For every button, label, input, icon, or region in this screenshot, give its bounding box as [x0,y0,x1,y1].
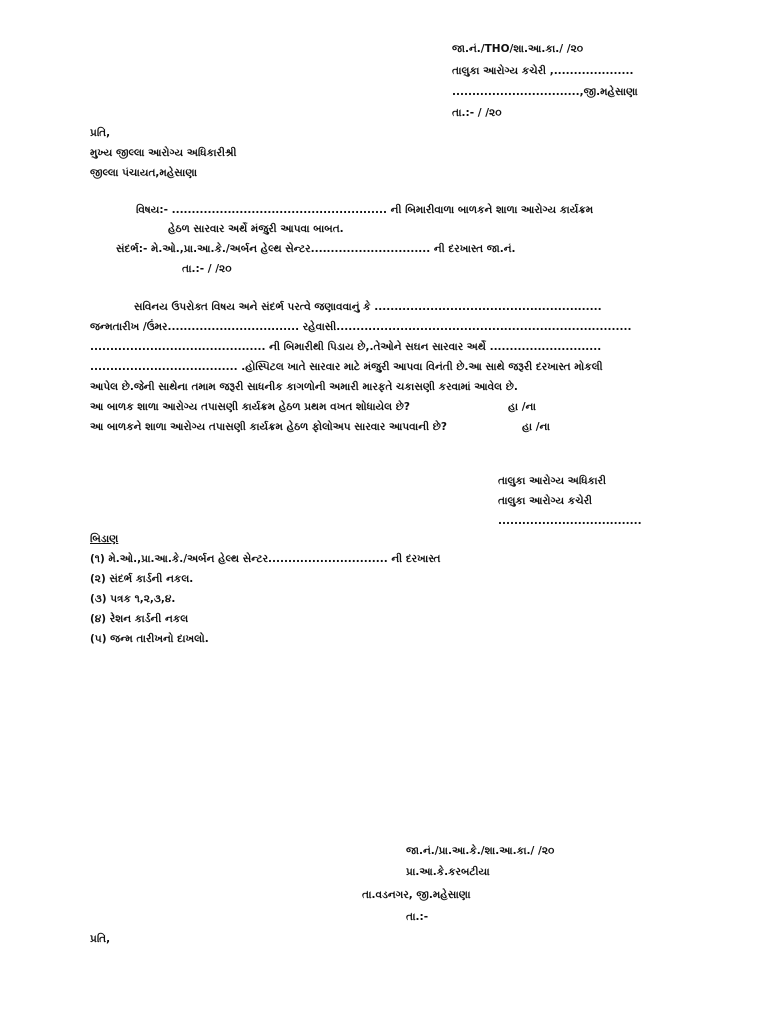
annexure-item: (૪) રેશન કાર્ડની નકલ [90,613,189,625]
body-line1: સવિનય ઉપરોક્ત વિષય અને સંદર્ભ પરત્વે જણાવવાનું કે ......................................................... [134,301,602,313]
header-ref-number: જા.નં./THO/શા.આ.કા./ /૨૦ [452,43,584,55]
annexure-title: બિડાણ [90,533,119,545]
annexure-item: (૫) જન્મ તારીખનો દાખલો. [90,633,209,645]
subject-line1: વિષય:- ...................................................... ની બિમારીવાળા બાળકને શાળા આરોગ્ય કાર્યક્રમ [136,204,594,216]
annexure-item: (૧) મે.ઓ.,પ્રા.આ.કે./અર્બન હેલ્થ સેન્ટર.............................. ની દરખાસ્ત [90,553,441,565]
question-first-detection-answer: હા /ના [508,401,536,413]
reference-line: સંદર્ભ:- મે.ઓ.,પ્રા.આ.કે./અર્બન હેલ્થ સેન્ટર.............................. ની દરખાસ્ત જા.નં. [116,243,516,255]
body-line3: ............................................ ની બિમારીથી પિડાય છે,.તેઓને સઘન સારવાર અર્થે ............................ [90,341,602,353]
addressee-line1: મુખ્ય જીલ્લા આરોગ્ય અધિકારીશ્રી [90,147,237,159]
signature-line1: તાલુકા આરોગ્ય અધિકારી [498,475,606,487]
question-first-detection: આ બાળક શાળા આરોગ્ય તપાસણી કાર્યક્રમ હેઠળ પ્રથમ વખત શોધાયેલ છે? [90,401,410,413]
header-date: તા.:- / /૨૦ [452,107,502,119]
annexure-item: (૨) સંદર્ભ કાર્ડની નકલ. [90,573,194,585]
footer-date: તા.:- [406,911,429,923]
addressee-line2: જીલ્લા પંચાયત,મહેસાણા [90,167,198,179]
subject-line2: હેઠળ સારવાર અર્થે મંજુરી આપવા બાબત. [168,223,344,235]
footer-place: તા.વડનગર, જી.મહેસાણા [362,889,471,901]
footer-office: પ્રા.આ.કે.કરબટીયા [406,866,490,878]
body-line2: જન્મતારીખ /ઉંમર................................. રહેવાસી.......................................................................... [90,321,632,333]
body-line4: ..................................... .હોસ્પિટલ ખાતે સારવાર માટે મંજુરી આપવા વિનંતી છે.આ સાથે જરૂરી દરખાસ્ત મોકલી [90,361,603,373]
addressee-prati: પ્રતિ, [90,127,111,139]
signature-line2: તાલુકા આરોગ્ય કચેરી [498,495,593,507]
footer-prati: પ્રતિ, [90,933,111,945]
reference-date: તા.:- / /૨૦ [182,263,232,275]
annexure-item: (૩) પત્રક ૧,૨,૩,૪. [90,593,176,605]
question-followup-answer: હા /ના [522,421,550,433]
header-place: ................................,જી.મહેસાણા [452,86,638,98]
header-office: તાલુકા આરોગ્ય કચેરી ,.................... [452,65,634,77]
footer-ref-number: જા.નં./પ્રા.આ.કે./શા.આ.કા./ /૨૦ [406,845,555,857]
body-line5: આપેલ છે.જેની સાથેના તમામ જરૂરી સાધનીક કાગળોની અમારી મારફતે ચકાસણી કરવામાં આવેલ છે. [90,381,518,393]
question-followup: આ બાળકને શાળા આરોગ્ય તપાસણી કાર્યક્રમ હેઠળ ફોલોઅપ સારવાર આપવાની છે? [90,421,447,433]
signature-line3: .................................... [498,515,642,527]
